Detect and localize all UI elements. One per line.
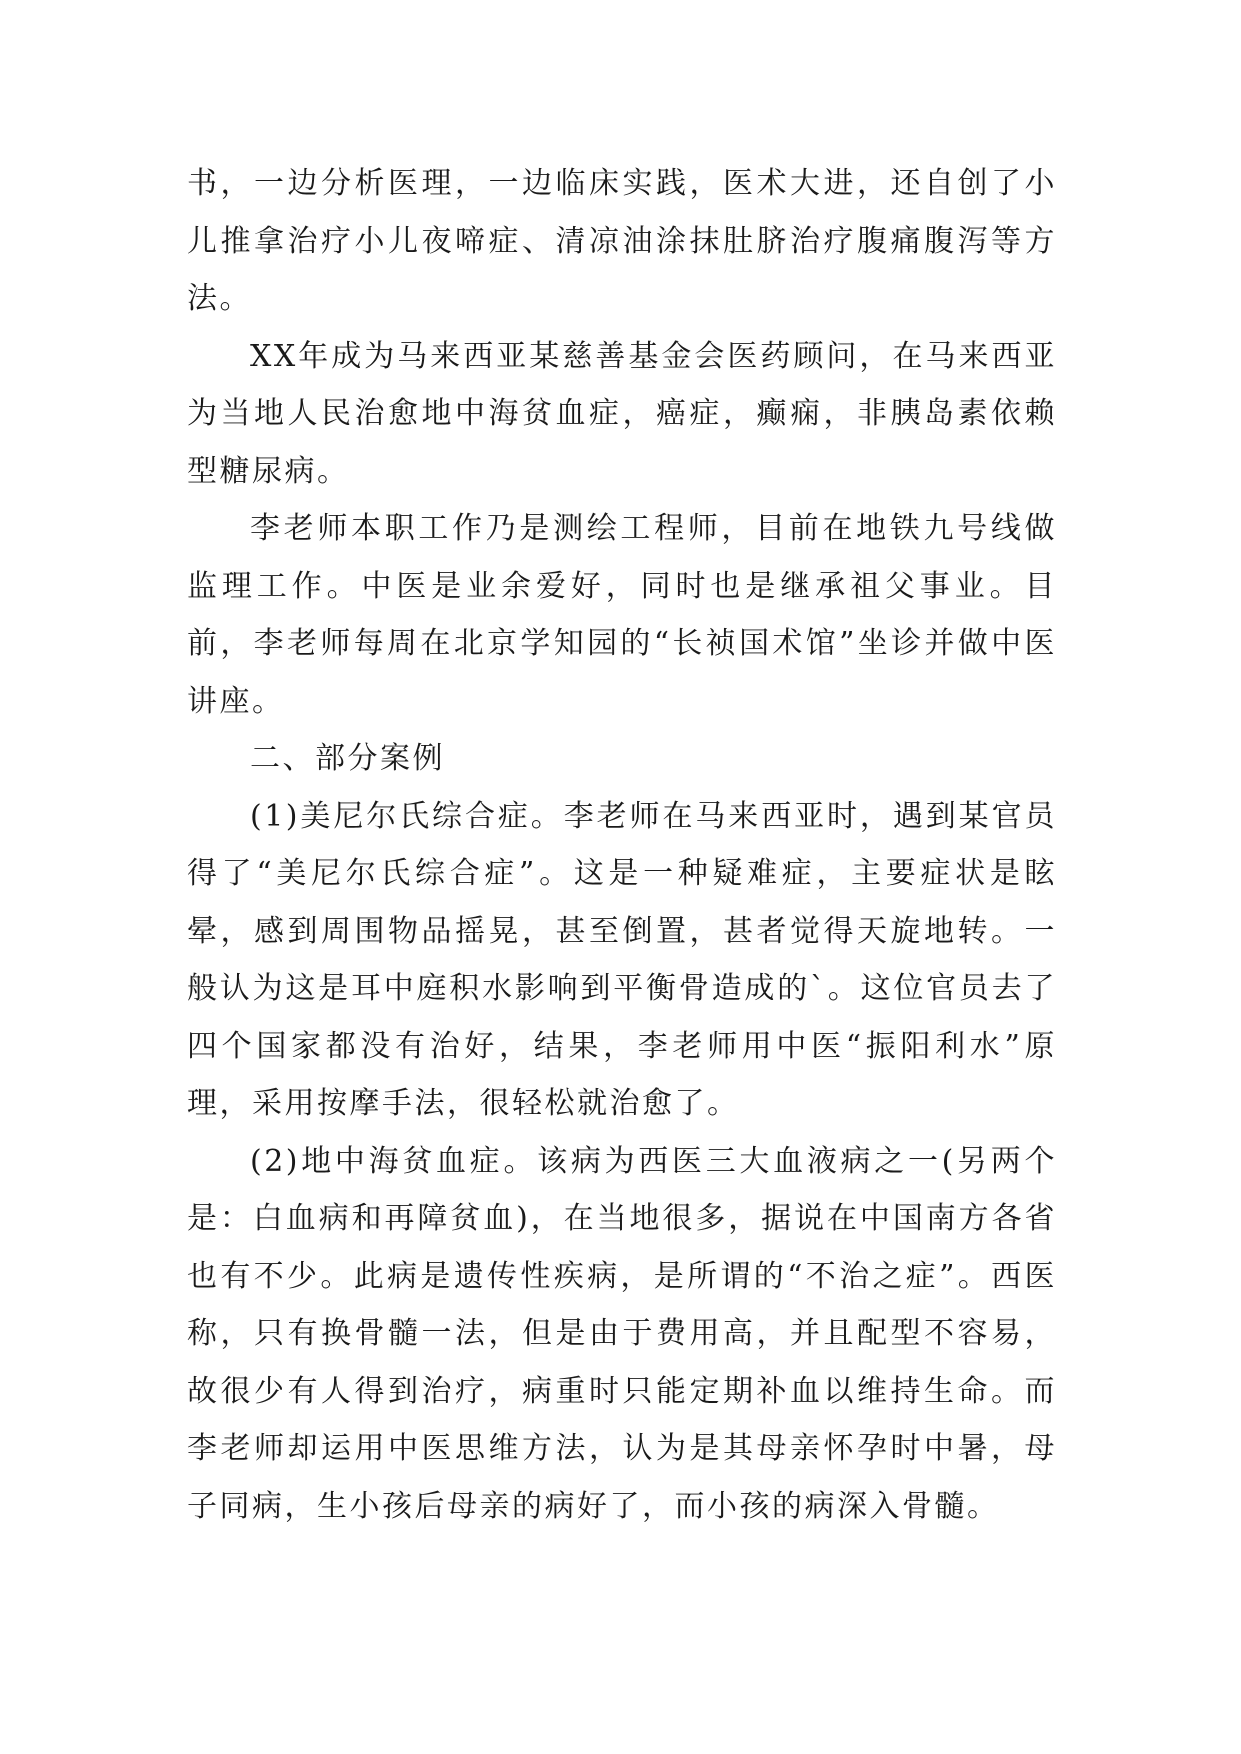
section-heading-cases: 二、部分案例 (250, 741, 445, 776)
document-body (187, 155, 1057, 1535)
paragraph-profession: 李老师本职工作乃是测绘工程师，目前在地铁九号线做监理工作。中医是业余爱好，同时也是继承祖父事业。目前，李老师每周在北京学知园的“长祯国术馆”坐诊并做中医讲座。 (187, 511, 1057, 719)
paragraph-foundation-advisor: XX年成为马来西亚某慈善基金会医药顾问，在马来西亚为当地人民治愈地中海贫血症，癌症，癫痫，非胰岛素依赖型糖尿病。 (187, 338, 1057, 489)
paragraph-case-2: (2)地中海贫血症。该病为西医三大血液病之一(另两个是：白血病和再障贫血)，在当地很多，据说在中国南方各省也有不少。此病是遗传性疾病，是所谓的“不治之症”。西医称，只有换骨髓一法，但是由于费用高，并且配型不容易，故很少有人得到治疗，病重时只能定期补血以维持生命。而李老师却运用中医思维方法，认为是其母亲怀孕时中暑，母子同病，生小孩后母亲的病好了，而小孩的病深入骨髓。 (187, 1143, 1057, 1524)
paragraph-continuation: 书，一边分析医理，一边临床实践，医术大进，还自创了小儿推拿治疗小儿夜啼症、清凉油涂抹肚脐治疗腹痛腹泻等方法。 (187, 166, 1057, 316)
paragraph-case-1: (1)美尼尔氏综合症。李老师在马来西亚时，遇到某官员得了“美尼尔氏综合症”。这是一种疑难症，主要症状是眩晕，感到周围物品摇晃，甚至倒置，甚者觉得天旋地转。一般认为这是耳中庭积水影响到平衡骨造成的`。这位官员去了四个国家都没有治好，结果，李老师用中医“振阳利水”原理，采用按摩手法，很轻松就治愈了。 (187, 798, 1057, 1121)
